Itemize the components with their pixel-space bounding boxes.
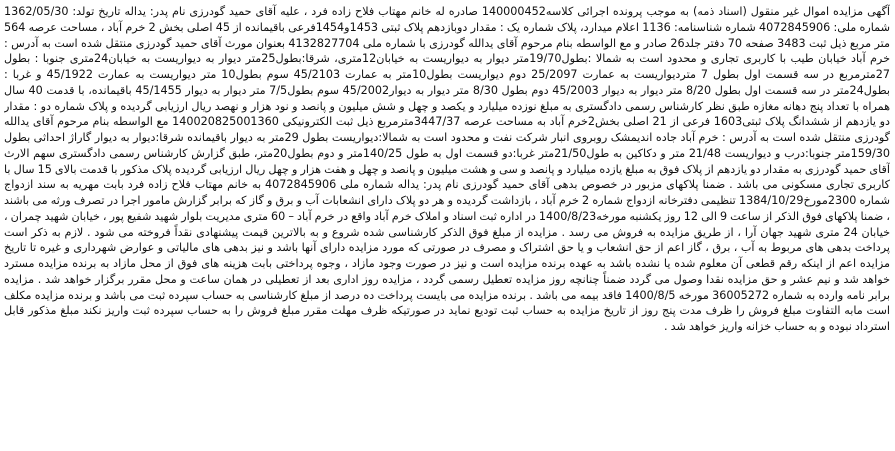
auction-notice-text: آگهی مزایده اموال غیر منقول (اسناد ذمه) به موجب پرونده اجرائی کلاسه140000452 صادره له خانم مهتاب فلاح زاده فرد ، علیه آقای حمید گودرزی نام پدر: یداله تاریخ تولد: 1362/05/30 شماره ملی: 4072845906 شماره شناسنامه: 1136 اعلام میدارد، پلاک شماره یک : مقدار دوبازدهم پلاک ثبتی 1453و1454فرعی باقیمانده از 45 اصلی بخش 2 خرم آباد ، مساحت عرصه 564 متر مربع ذیل ثبت 3483 صفحه 70 دفتر جلد26 صادر و مع الواسطه بنام مرحوم آقای یدالله گودرزی با شماره ملی 4132827704 بعنوان مورث آقای حمید گودرزی منتقل شده است به آدرس : خرم آباد خیابان طیب با کاربری تجاری و محدود است به شمالا :بطول19/70متر دیوار به دیواریست به خیابان12متری، شرقا:بطول25متر دیوار به دیواریست به خیابان24متری جنوبا : بطول 27مترمربع در سه قسمت اول بطول 7 متردیواریست به عمارت 25/2097 دوم دیواریست بطول10متر به عمارت 45/2103 سوم بطول10 متر دیواریست به عمارت 45/1922 و غربا : بطول24متر در سه قسمت اول بطول 8/20 متر دیوار به دیوار 45/2003 دوم بطول 8/30 متر دیوار به دیوار45/2002 سوم بطول7/5 متر دیوار به دیوار 45/1455 باقیمانده، با قدمت 40 سال همراه با تعداد پنج دهانه مغازه طبق نظر کارشناس رسمی دادگستری به مبلغ نوزده میلیارد و یکصد و چهل و شش میلیون و پانصد و نود هزار و نهصد ریال ارزیابی گردیده و پلاک شماره دو : مقدار دو یازدهم از ششدانگ پلاک ثبتی1603 فرعی از 21 اصلی بخش2خرم آباد به مساحت عرصه 3447/37مترمربع ذیل ثبت الکترونیکی 140020825001360 مع الواسطه بنام مرحوم آقای یدالله گودرزی منتقل شده است به آدرس : خرم آباد جاده اندیمشک روبروی انبار شرکت نفت و محدود است به شمالا:دیواریست بطول 29متر به دیوار باقیمانده شرقا:دیوار به دیوار گاراژ احداثی بطول 159/30متر جنوبا:درب و دیواریست 21/48 متر و دکاکین به طول21/50متر غربا:دو قسمت اول به طول 140/25متر و دوم بطول20متر، طبق گزارش کارشناس رسمی دادگستری سهم الارث آقای حمید گودرزی به مقدار دو یازدهم از پلاک فوق به مبلغ یازده میلیارد و پانصد و سی و هشت میلیون و پانصد و چهل و هفت هزار و چهل ریال ارزیابی گردیده پلاک مذکور با قدمت بالای 15 سال با کاربری تجاری مسکونی می باشد . ضمنا پلاکهای مزبور در خصوص بدهی آقای حمید گودرزی نام پدر: یداله شماره ملی 4072845906 به خانم مهتاب فلاح زاده فرد بابت مهریه به سند ازدواج شماره 2300مورخ1384/10/29 تنظیمی دفترخانه ازدواج شماره 2 خرم آباد ، بازداشت گردیده و هر دو پلاک دارای انشعابات آب و برق و گاز که برابر گزارش مامور اجرا در تصرف ورثه می باشند ، ضمنا پلاکهای فوق الذکر از ساعت 9 الی 12 روز یکشنبه مورخه1400/8/23 در اداره ثبت اسناد و املاک خرم آباد واقع در خرم آباد – 60 متری مدیریت بلوار شهید شفیع پور ، خیابان شهید چمران ، خیابان 24 متری شهید جهان آرا ، از طریق مزایده به فروش می رسد . مزایده از مبلغ فوق الذکر کارشناسی شده شروع و به بالاترین قیمت پیشنهادی نقداً فروخته می شود . لازم به ذکر است پرداخت بدهی های مربوط به آب ، برق ، گاز اعم از حق انشعاب و یا حق اشتراک و مصرف در صورتی که مورد مزایده دارای آنها باشد و نیز بدهی های مالیاتی و عوارض شهرداری و غیره تا تاریخ مزایده اعم از اینکه رقم قطعی آن معلوم شده یا نشده باشد به عهده برنده مزایده است و نیز در صورت وجود مازاد ، وجوه پرداختی بابت هزینه های فوق از محل مازاد به برنده مزایده مسترد خواهد شد و نیم عشر و حق مزایده نقدا وصول می گردد ضمناً چنانچه روز مزایده تعطیل رسمی گردد ، مزایده روز اداری بعد از تعطیلی در همان ساعت و محل مقرر برگزار خواهد شد . مزایده برابر نامه وارده به شماره 36005272 مورخه 1400/8/5 فاقد بیمه می باشد . برنده مزایده می بایست پرداخت ده درصد از مبلغ کارشناسی به حساب سپرده ثبت می باشد و برنده مزایده مکلف است مابه التفاوت مبلغ فروش را ظرف مدت پنج روز از تاریخ مزایده به حساب ثبت تودیع نماید در صورتیکه ظرف مهلت مقرر مبلغ فروش را به حساب سپرده ثبت واریز نکند مبلغ مذکور قابل استرداد نبوده و به حساب خزانه واریز خواهد شد . <box>4 5 890 333</box>
